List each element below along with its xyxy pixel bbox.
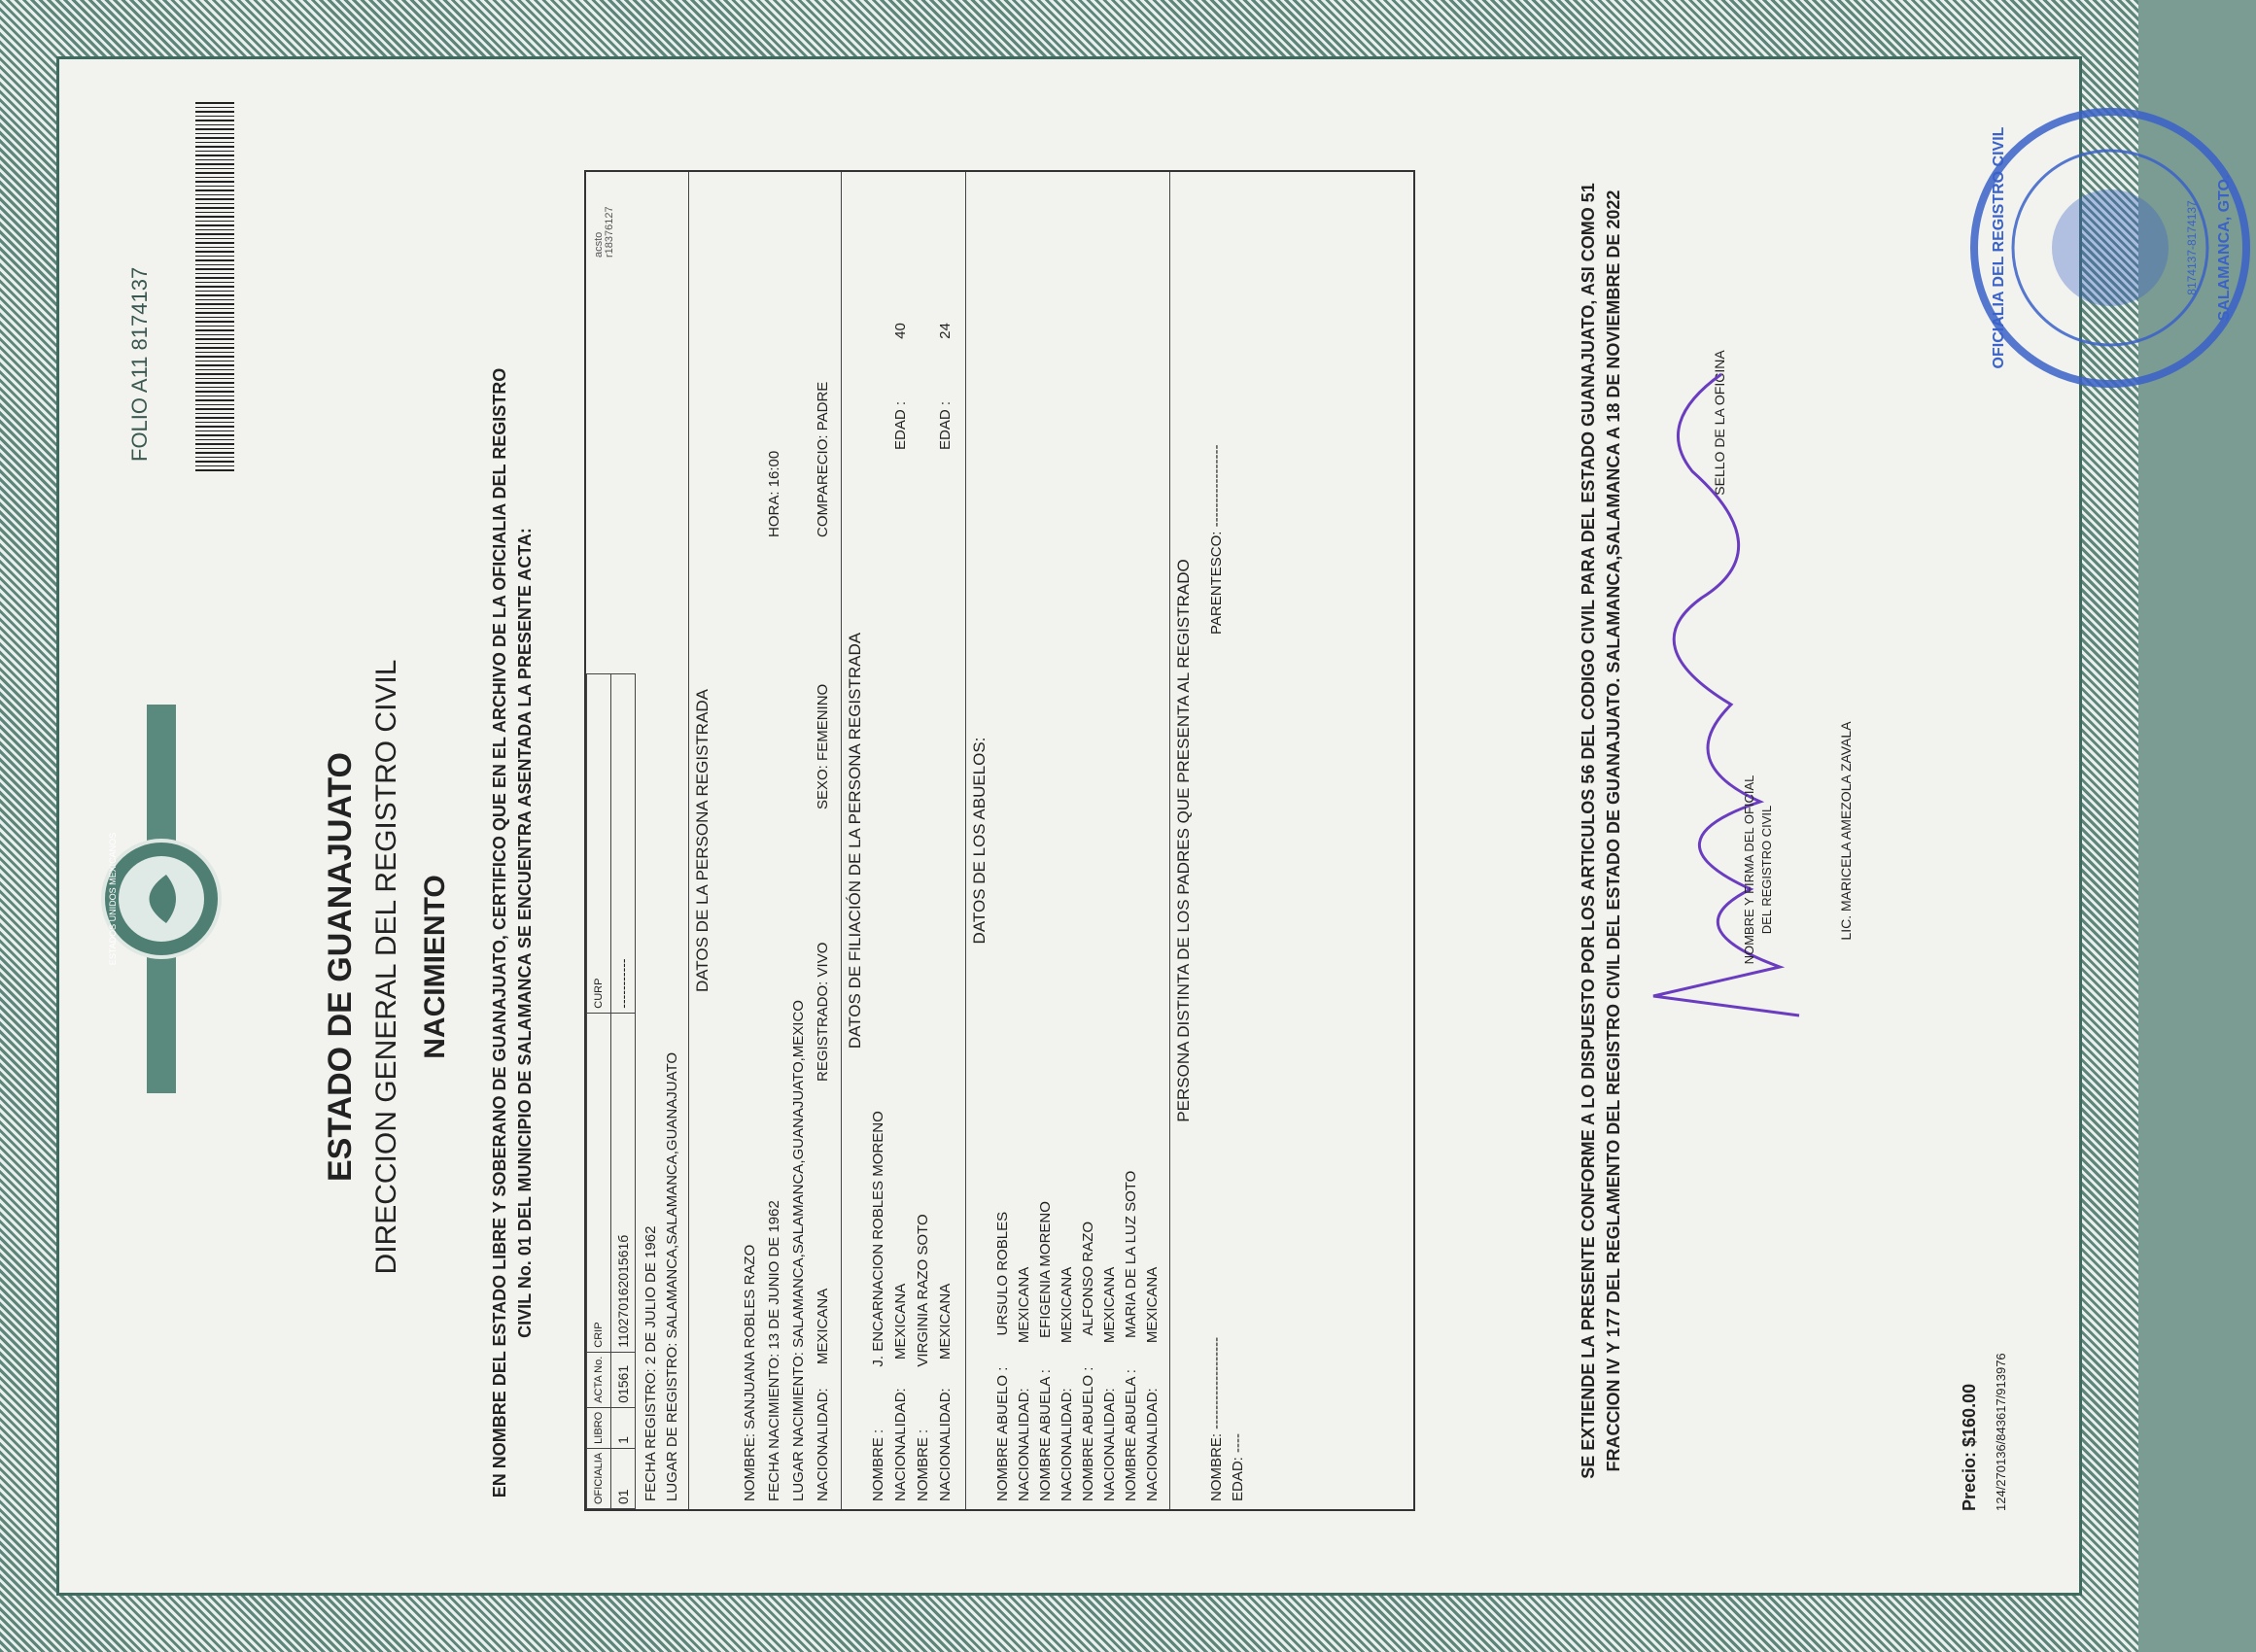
nac-label: NACIONALIDAD: bbox=[1059, 1388, 1075, 1501]
direccion-title: DIRECCION GENERAL DEL REGISTRO CIVIL bbox=[370, 659, 402, 1275]
oficial-title: NOMBRE Y FIRMA DEL OFICIAL DEL REGISTRO CIVIL bbox=[1742, 774, 1774, 965]
nombre-value: SANJUANA ROBLES RAZO bbox=[742, 1244, 758, 1429]
nacionalidad-value: MEXICANA bbox=[815, 1288, 831, 1365]
folio-value: A11 8174137 bbox=[127, 266, 152, 394]
precio: Precio: $160.00 bbox=[1960, 1383, 1979, 1511]
lugar-registro-value: SALAMANCA,SALAMANCA,GUANAJUATO bbox=[664, 1051, 680, 1339]
madre-edad-value: 24 bbox=[937, 323, 954, 339]
emblem-text: ESTADOS UNIDOS MEXICANOS bbox=[108, 832, 118, 966]
lugar-registro-label: LUGAR DE REGISTRO: bbox=[664, 1342, 680, 1501]
abuelo-materno-nac-row bbox=[1101, 1267, 1118, 1501]
section-filiacion: DATOS DE FILIACIÓN DE LA PERSONA REGISTRADA bbox=[841, 172, 865, 1509]
seal-bottom-text: SALAMANCA, GTO. bbox=[2216, 174, 2233, 322]
nacionalidad-row bbox=[815, 1289, 831, 1501]
sexo-row bbox=[815, 684, 831, 809]
padre-nac-row bbox=[892, 1284, 909, 1501]
comparecio-label: COMPARECIO: bbox=[815, 434, 831, 537]
abuela-materna-nac-row bbox=[1144, 1267, 1161, 1501]
lugar-nac-label: LUGAR NACIMIENTO: bbox=[790, 1352, 807, 1501]
coat-of-arms-emblem bbox=[98, 705, 225, 1093]
abuelo-label: NOMBRE ABUELO : bbox=[1080, 1366, 1096, 1501]
sexo-label: SEXO: bbox=[815, 765, 831, 809]
nac-label: NACIONALIDAD: bbox=[1016, 1388, 1032, 1501]
nac-label: NACIONALIDAD: bbox=[1101, 1388, 1118, 1501]
madre-edad-label: EDAD : bbox=[937, 400, 954, 450]
padre-edad-row bbox=[892, 323, 909, 450]
distinta-edad-label: EDAD: bbox=[1230, 1457, 1246, 1501]
padre-nac-value: MEXICANA bbox=[892, 1283, 909, 1360]
lugar-nac-value: SALAMANCA,SALAMANCA,GUANAJUATO,MEXICO bbox=[790, 1000, 807, 1348]
fecha-nac-value: 13 DE JUNIO DE 1962 bbox=[766, 1200, 782, 1350]
sexo-value: FEMENINO bbox=[815, 683, 831, 761]
folio bbox=[127, 112, 153, 462]
distinta-edad-row bbox=[1230, 1433, 1246, 1501]
abuelo-materno-row bbox=[1080, 1222, 1096, 1501]
hora-row bbox=[766, 451, 782, 537]
abuelo-paterno-value: URSULO ROBLES bbox=[994, 1211, 1011, 1336]
parentesco-row bbox=[1208, 445, 1225, 636]
fecha-nac-row bbox=[766, 1200, 782, 1501]
madre-nombre-row bbox=[915, 1214, 931, 1501]
fecha-registro-value: 2 DE JULIO DE 1962 bbox=[642, 1225, 659, 1365]
oficial-name: LIC. MARICELA AMEZOLA ZAVALA bbox=[1838, 721, 1854, 941]
registrado-label: REGISTRADO: bbox=[815, 981, 831, 1082]
abuela-paterna-row bbox=[1037, 1201, 1054, 1501]
hora-label: HORA: bbox=[766, 491, 782, 537]
padre-nombre-row bbox=[870, 1111, 886, 1501]
intro-text: EN NOMBRE DEL ESTADO LIBRE Y SOBERANO DE GUANAJUATO, CERTIFICO QUE EN EL ARCHIVO DE LA OFICIALIA DEL REGISTRO CIVIL No. 01 DEL MUNICIPIO DE SALAMANCA SE ENCUENTRA ASENTADA LA PRESENTE ACTA: bbox=[490, 367, 535, 1498]
abuela-paterna-nac: MEXICANA bbox=[1059, 1266, 1075, 1344]
abuelo-paterno-nac: MEXICANA bbox=[1016, 1266, 1032, 1344]
registry-header-table bbox=[586, 673, 636, 1509]
parentesco-label: PARENTESCO: bbox=[1208, 531, 1225, 635]
madre-nac-label: NACIONALIDAD: bbox=[937, 1388, 954, 1501]
padre-nac-label: NACIONALIDAD: bbox=[892, 1388, 909, 1501]
abuelo-paterno-row bbox=[994, 1212, 1011, 1501]
seal-top-text: OFICIALIA DEL REGISTRO CIVIL bbox=[1991, 126, 2007, 369]
registrado-value: VIVO bbox=[815, 942, 831, 978]
signature bbox=[1614, 277, 1828, 1054]
official-seal bbox=[1964, 102, 2256, 394]
abuelo-paterno-nac-row bbox=[1016, 1267, 1032, 1501]
abuelo-materno-nac: MEXICANA bbox=[1101, 1266, 1118, 1344]
hora-value: 16:00 bbox=[766, 450, 782, 488]
madre-edad-row bbox=[937, 323, 954, 450]
nac-label: NACIONALIDAD: bbox=[1144, 1388, 1161, 1501]
barcode bbox=[195, 102, 234, 471]
nombre-row bbox=[742, 1245, 758, 1501]
fecha-nac-label: FECHA NACIMIENTO: bbox=[766, 1353, 782, 1501]
registry-table bbox=[584, 170, 1415, 1511]
madre-nombre-value: VIRGINIA RAZO SOTO bbox=[915, 1214, 931, 1367]
abuela-materna-value: MARIA DE LA LUZ SOTO bbox=[1123, 1170, 1139, 1338]
abuela-materna-row bbox=[1123, 1171, 1139, 1501]
comparecio-value: PADRE bbox=[815, 381, 831, 431]
parentesco-value: ----------------- bbox=[1208, 444, 1225, 528]
crip-value: 11027016201561б bbox=[611, 1013, 636, 1352]
registrado-row bbox=[815, 943, 831, 1082]
col-oficialia: OFICIALIA bbox=[587, 1448, 611, 1508]
fecha-registro-label: FECHA REGISTRO: bbox=[642, 1368, 659, 1501]
abuela-paterna-value: EFIGENIA MORENO bbox=[1037, 1201, 1054, 1338]
distinta-edad-value: ---- bbox=[1230, 1433, 1246, 1453]
control-codes: 124/270136/843617/913976 bbox=[1994, 1353, 2008, 1511]
libro-value: 1 bbox=[611, 1407, 636, 1448]
acta-type: NACIMIENTO bbox=[419, 875, 451, 1059]
abuela-paterna-nac-row bbox=[1059, 1267, 1075, 1501]
madre-nac-row bbox=[937, 1284, 954, 1501]
curp-value: ----------- bbox=[611, 673, 636, 1013]
padre-edad-value: 40 bbox=[892, 323, 909, 339]
abuelo-materno-value: ALFONSO RAZO bbox=[1080, 1221, 1096, 1336]
madre-nombre-label: NOMBRE : bbox=[915, 1428, 931, 1501]
state-title: ESTADO DE GUANAJUATO bbox=[322, 751, 359, 1183]
acta-value: 01561 bbox=[611, 1352, 636, 1407]
abuela-label: NOMBRE ABUELA : bbox=[1037, 1369, 1054, 1501]
comparecio-row bbox=[815, 382, 831, 537]
distinta-nombre-value: ------------------- bbox=[1208, 1336, 1225, 1429]
sello-label: SELLO DE LA OFICINA bbox=[1712, 350, 1727, 496]
side-codes: acsto r18376127 bbox=[593, 206, 615, 258]
lugar-nac-row bbox=[790, 1000, 807, 1501]
folio-label: FOLIO bbox=[127, 396, 152, 462]
abuela-label: NOMBRE ABUELA : bbox=[1123, 1369, 1139, 1501]
section-persona: DATOS DE LA PERSONA REGISTRADA bbox=[688, 172, 712, 1509]
nacionalidad-label: NACIONALIDAD: bbox=[815, 1388, 831, 1501]
certificate-paper bbox=[56, 56, 2233, 1596]
lugar-registro-row bbox=[664, 1052, 680, 1501]
col-acta: ACTA No. bbox=[587, 1352, 611, 1407]
col-crip: CRIP bbox=[587, 1013, 611, 1352]
col-libro: LIBRO bbox=[587, 1407, 611, 1448]
padre-edad-label: EDAD : bbox=[892, 400, 909, 450]
fecha-registro-row bbox=[642, 1226, 659, 1501]
section-persona-distinta: PERSONA DISTINTA DE LOS PADRES QUE PRESENTA AL REGISTRADO bbox=[1169, 172, 1194, 1509]
oficialia-value: 01 bbox=[611, 1448, 636, 1508]
distinta-nombre-row bbox=[1208, 1337, 1225, 1501]
section-abuelos: DATOS DE LOS ABUELOS: bbox=[965, 172, 989, 1509]
seal-number: 8174137-8174137 bbox=[2185, 200, 2199, 295]
padre-nombre-label: NOMBRE : bbox=[870, 1428, 886, 1501]
nombre-label: NOMBRE: bbox=[742, 1432, 758, 1501]
abuela-materna-nac: MEXICANA bbox=[1144, 1266, 1161, 1344]
distinta-nombre-label: NOMBRE: bbox=[1208, 1432, 1225, 1501]
certificate-document bbox=[59, 59, 2233, 1599]
padre-nombre-value: J. ENCARNACION ROBLES MORENO bbox=[870, 1111, 886, 1367]
col-curp: CURP bbox=[587, 673, 611, 1013]
abuelo-label: NOMBRE ABUELO : bbox=[994, 1366, 1011, 1501]
legal-footer: SE EXTIENDE LA PRESENTE CONFORME A LO DISPUESTO POR LOS ARTICULOS 56 DEL CODIGO CIVIL PARA DEL ESTADO GUANAJUATO, ASI COMO 51 FRACCION IV Y 177 DEL REGLAMENTO DEL REGISTRO CIVIL DEL ESTADO DE GUANAJUATO. SALAMANCA,SALAMANCA A 18 DE NOVIEMBRE DE 2022 bbox=[1579, 183, 1623, 1479]
madre-nac-value: MEXICANA bbox=[937, 1283, 954, 1360]
